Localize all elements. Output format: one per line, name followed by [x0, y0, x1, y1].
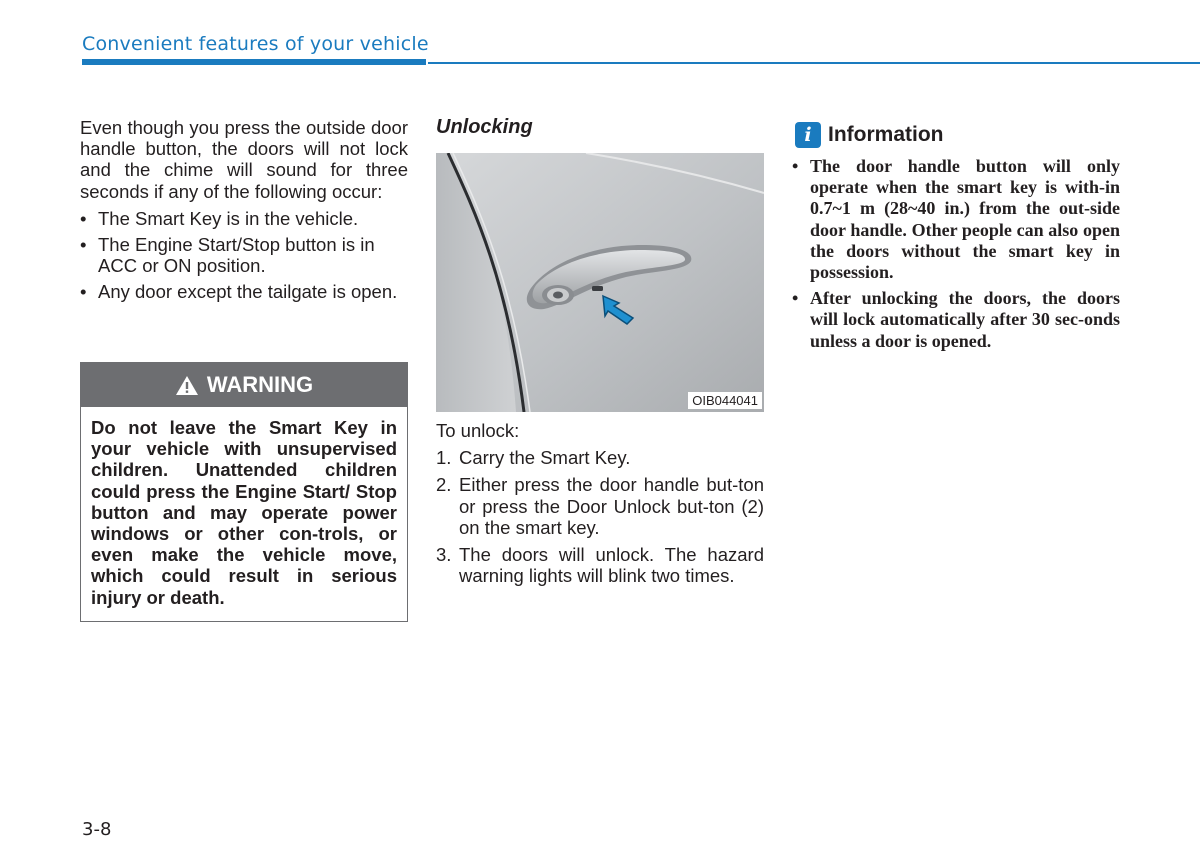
- door-handle-figure: [436, 153, 764, 412]
- header-rule-thick: [82, 59, 426, 65]
- step-number: 2.: [436, 474, 452, 496]
- information-list: [792, 156, 1120, 352]
- intro-bullet-list: [80, 208, 408, 303]
- bullet-text: The Smart Key is in the vehicle.: [98, 207, 359, 229]
- list-item: • The Engine Start/Stop button is in ACC or ON position.: [80, 234, 375, 277]
- intro-column: [80, 117, 408, 308]
- step-text: Either press the door handle but-ton or press the Door Unlock but-ton (2) on the smart key.: [459, 474, 764, 538]
- unlock-steps: [436, 420, 764, 592]
- info-text: The door handle button will only operate when the smart key is with-in 0.7~1 m (28~40 in.) from the out-side door handle. Other people can also open the doors without the smart key in possession.: [810, 156, 1120, 283]
- warning-header: [81, 363, 407, 407]
- list-item: • The Smart Key is in the vehicle.: [80, 207, 359, 229]
- unlock-lead: To unlock:: [436, 420, 520, 441]
- warning-body: Do not leave the Smart Key in your vehicle with unsupervised children. Unattended children could press the Engine Start/ Stop button and may operate power windows or other con-trols, or even make the vehicle move, which could result in serious injury or death.: [91, 417, 397, 608]
- header-rule-thin: [428, 62, 1200, 64]
- unlocking-column: [436, 117, 764, 138]
- page-number: 3-8: [82, 819, 112, 840]
- list-item: • After unlocking the doors, the doors will lock automatically after 30 sec-onds unless a door is opened.: [792, 288, 1120, 351]
- step-text: The doors will unlock. The hazard warning lights will blink two times.: [459, 544, 764, 587]
- step-text: Carry the Smart Key.: [459, 447, 631, 469]
- list-item: [436, 544, 764, 586]
- figure-code: OIB044041: [688, 392, 762, 409]
- unlocking-heading: Unlocking: [436, 116, 533, 138]
- list-item: • Any door except the tailgate is open.: [80, 281, 398, 303]
- information-header: [795, 122, 944, 148]
- step-number: 1.: [436, 447, 452, 469]
- warning-title: WARNING: [206, 372, 314, 397]
- bullet-text: The Engine Start/Stop button is in ACC or ON position.: [98, 234, 375, 277]
- step-number: 3.: [436, 544, 452, 566]
- bullet-text: Any door except the tailgate is open.: [98, 281, 398, 303]
- list-item: [436, 474, 764, 538]
- information-title: Information: [828, 123, 944, 146]
- steps-list: [436, 447, 764, 586]
- info-icon: i: [795, 122, 821, 148]
- section-title: Convenient features of your vehicle: [82, 33, 429, 55]
- list-item: [436, 447, 764, 468]
- info-text: After unlocking the doors, the doors will lock automatically after 30 sec-onds unless a door is opened.: [810, 288, 1120, 351]
- warning-triangle-icon: [175, 375, 199, 396]
- information-column: [792, 156, 1120, 357]
- warning-box: [80, 362, 408, 622]
- door-handle-illustration: [436, 153, 764, 412]
- list-item: • The door handle button will only operate when the smart key is with-in 0.7~1 m (28~40 in.) from the out-side door handle. Other people can also open the doors without the smart key in possession.: [792, 156, 1120, 283]
- intro-paragraph: Even though you press the outside door handle button, the doors will not lock and the chime will sound for three seconds if any of the following occur:: [80, 117, 408, 202]
